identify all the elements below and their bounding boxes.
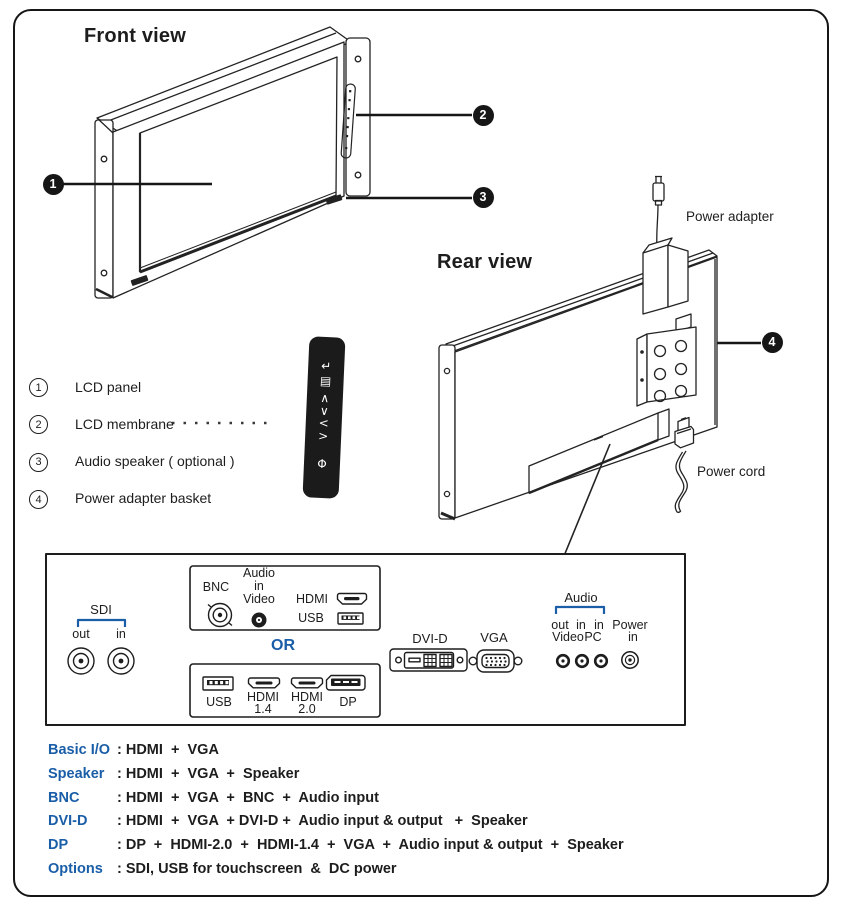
hdmi-label-a: HDMI <box>296 592 328 606</box>
front-view-title: Front view <box>84 25 187 47</box>
legend-num-4: 4 <box>29 490 48 509</box>
legend-label-audio-speaker: Audio speaker ( optional ) <box>75 453 235 469</box>
audio-in1-label: in <box>576 618 586 632</box>
legend-label-lcd-membrane: LCD membrane <box>75 416 174 432</box>
left-key-icon: < <box>318 415 330 431</box>
power-cord-icon <box>675 418 694 513</box>
io-value-basic: : HDMI + VGA <box>117 742 219 758</box>
right-key-icon: > <box>317 428 329 444</box>
vga-label: VGA <box>480 630 508 645</box>
audio-in-video-label-2: in <box>254 579 264 593</box>
callout-3-badge: 3 <box>473 187 494 208</box>
audio-out-label: out <box>551 618 569 632</box>
pc-label: PC <box>584 630 602 644</box>
legend-num-3: 3 <box>29 453 48 472</box>
io-value-dp: : DP + HDMI-2.0 + HDMI-1.4 + VGA + Audio input & output + Speaker <box>117 837 624 853</box>
io-row-options <box>48 857 397 881</box>
io-value-options: : SDI, USB for touchscreen & DC power <box>117 861 397 877</box>
io-value-dvi: : HDMI + VGA + DVI-D + Audio input & output + Speaker <box>117 813 528 829</box>
dvi-label: DVI-D <box>412 631 448 646</box>
audio-in-video-label-3: Video <box>243 592 275 606</box>
io-label-options: Options <box>48 861 103 877</box>
io-label-bnc: BNC <box>48 790 80 806</box>
up-key-icon: ∧ <box>320 390 330 406</box>
video-label: Video <box>552 630 584 644</box>
power-in-label: in <box>628 630 638 644</box>
power-cord-label: Power cord <box>697 464 766 479</box>
rear-monitor-drawing <box>439 177 717 557</box>
io-row-speaker <box>48 762 299 786</box>
io-label-basic: Basic I/O <box>48 742 111 758</box>
callout-2-badge: 2 <box>473 105 494 126</box>
io-row-dp <box>48 833 624 857</box>
audio-in-video-jack-icon <box>252 613 267 628</box>
usb-label-a: USB <box>298 611 324 625</box>
power-adapter-icon <box>643 177 688 315</box>
power-key-icon: Φ <box>316 456 327 472</box>
legend-num-1: 1 <box>29 378 48 397</box>
audio-group-title: Audio <box>564 590 598 605</box>
audio-in2-label: in <box>594 618 604 632</box>
return-key-icon: ↵ <box>320 358 332 374</box>
hdmi20-label-1: HDMI <box>291 690 323 704</box>
down-key-icon: ∨ <box>319 403 329 419</box>
sdi-out-label: out <box>72 627 90 641</box>
legend-num-2: 2 <box>29 415 48 434</box>
io-row-bnc <box>48 786 379 810</box>
membrane-keypad <box>303 336 346 498</box>
rear-view-title: Rear view <box>437 251 533 273</box>
power-adapter-label: Power adapter <box>686 209 774 224</box>
or-label: OR <box>271 637 295 654</box>
io-row-dvi <box>48 809 528 833</box>
menu-key-icon: ▤ <box>319 373 332 389</box>
hdmi14-label-1: HDMI <box>247 690 279 704</box>
io-value-bnc: : HDMI + VGA + BNC + Audio input <box>117 790 379 806</box>
dp-label: DP <box>339 695 357 709</box>
io-row-basic <box>48 738 219 762</box>
legend-label-power-basket: Power adapter basket <box>75 490 212 506</box>
hdmi20-label-2: 2.0 <box>298 702 316 716</box>
audio-in-video-label-1: Audio <box>243 566 275 580</box>
bnc-label: BNC <box>202 580 230 594</box>
io-label-speaker: Speaker <box>48 766 105 782</box>
sdi-title: SDI <box>90 602 112 617</box>
usb-label-b: USB <box>206 695 232 709</box>
hdmi14-label-2: 1.4 <box>254 702 272 716</box>
power-label: Power <box>612 618 648 632</box>
io-label-dvi: DVI-D <box>48 813 88 829</box>
callout-4-badge: 4 <box>762 332 783 353</box>
io-value-speaker: : HDMI + VGA + Speaker <box>117 766 300 782</box>
front-monitor-drawing <box>95 27 370 298</box>
io-label-dp: DP <box>48 837 69 853</box>
legend-label-lcd-panel: LCD panel <box>75 379 142 395</box>
sdi-in-label: in <box>116 627 126 641</box>
callout-1-badge: 1 <box>43 174 64 195</box>
